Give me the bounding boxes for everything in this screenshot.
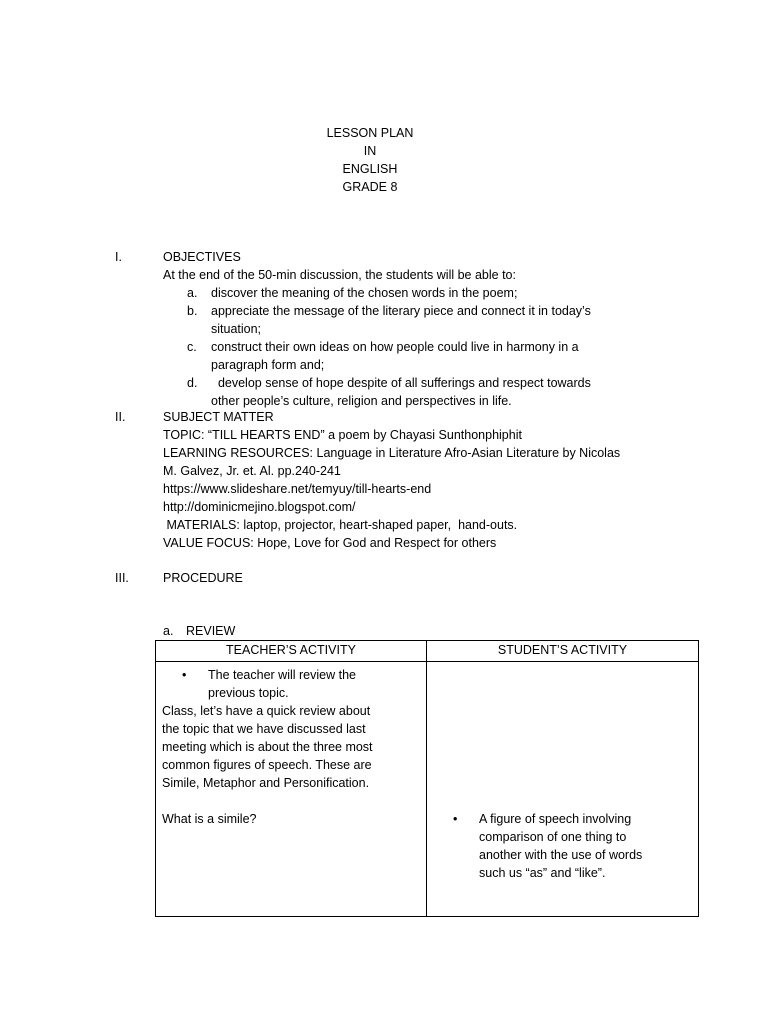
bullet-text: such us “as” and “like”. bbox=[479, 866, 606, 880]
bullet-text: A figure of speech involving bbox=[479, 812, 632, 826]
section-number: II. bbox=[115, 410, 126, 424]
list-item bbox=[433, 810, 692, 882]
table-row bbox=[156, 662, 699, 917]
objective-item bbox=[187, 338, 683, 374]
activity-table bbox=[155, 640, 699, 917]
item-letter: c. bbox=[187, 340, 197, 354]
materials-line: MATERIALS: laptop, projector, heart-shaped paper, hand-outs. bbox=[163, 518, 518, 532]
resource-url: https://www.slideshare.net/temyuy/till-hearts-end bbox=[163, 482, 432, 496]
section-heading: OBJECTIVES bbox=[163, 250, 241, 264]
bullet-text: another with the use of words bbox=[479, 848, 643, 862]
item-letter: a. bbox=[187, 286, 198, 300]
teacher-paragraph: Simile, Metaphor and Personification. bbox=[162, 776, 370, 790]
teacher-activity-cell bbox=[156, 662, 427, 917]
objectives-list bbox=[187, 284, 683, 410]
item-text: other people’s culture, religion and perspectives in life. bbox=[211, 394, 512, 408]
objective-item bbox=[187, 302, 683, 338]
teacher-paragraph: Class, let’s have a quick review about bbox=[162, 704, 371, 718]
teacher-paragraph: meeting which is about the three most bbox=[162, 740, 373, 754]
bullet-text: The teacher will review the bbox=[208, 668, 356, 682]
section-heading: PROCEDURE bbox=[163, 571, 243, 585]
review-subheading bbox=[163, 622, 235, 640]
bullet-icon: • bbox=[182, 668, 187, 682]
section-heading: SUBJECT MATTER bbox=[163, 410, 274, 424]
teacher-paragraph: common figures of speech. These are bbox=[162, 758, 372, 772]
bullet-icon: • bbox=[453, 812, 458, 826]
bullet-text: previous topic. bbox=[208, 686, 289, 700]
topic-line: TOPIC: “TILL HEARTS END” a poem by Chayasi Sunthonphiphit bbox=[163, 428, 522, 442]
student-activity-header: STUDENT’S ACTIVITY bbox=[427, 641, 699, 662]
item-letter: d. bbox=[187, 376, 198, 390]
objectives-intro: At the end of the 50-min discussion, the students will be able to: bbox=[163, 268, 516, 282]
student-activity-cell bbox=[427, 662, 699, 917]
value-focus-line: VALUE FOCUS: Hope, Love for God and Respect for others bbox=[163, 536, 497, 550]
item-text: situation; bbox=[211, 322, 262, 336]
item-text: paragraph form and; bbox=[211, 358, 325, 372]
title-line-3: ENGLISH bbox=[342, 162, 398, 176]
item-text: construct their own ideas on how people could live in harmony in a bbox=[211, 340, 579, 354]
blank-area bbox=[433, 666, 692, 810]
teacher-question: What is a simile? bbox=[162, 812, 257, 826]
teacher-activity-header: TEACHER’S ACTIVITY bbox=[156, 641, 427, 662]
item-text: discover the meaning of the chosen words in the poem; bbox=[211, 286, 518, 300]
item-letter: a. bbox=[163, 624, 174, 638]
objective-item bbox=[187, 284, 683, 302]
objective-item bbox=[187, 374, 683, 410]
list-item bbox=[162, 666, 420, 702]
resource-url: http://dominicmejino.blogspot.com/ bbox=[163, 500, 356, 514]
document-title bbox=[0, 124, 740, 196]
section-number: I. bbox=[115, 250, 122, 264]
review-label: REVIEW bbox=[186, 624, 236, 638]
title-line-1: LESSON PLAN bbox=[326, 126, 414, 140]
resources-line: LEARNING RESOURCES: Language in Literature Afro-Asian Literature by Nicolas bbox=[163, 446, 621, 460]
table-header-row bbox=[156, 641, 699, 662]
item-text: develop sense of hope despite of all sufferings and respect towards bbox=[211, 376, 591, 390]
bullet-text: comparison of one thing to bbox=[479, 830, 627, 844]
title-line-2: IN bbox=[363, 144, 377, 158]
title-line-4: GRADE 8 bbox=[342, 180, 398, 194]
teacher-paragraph: the topic that we have discussed last bbox=[162, 722, 366, 736]
item-letter: b. bbox=[187, 304, 198, 318]
item-text: appreciate the message of the literary piece and connect it in today’s bbox=[211, 304, 591, 318]
resources-line: M. Galvez, Jr. et. Al. pp.240-241 bbox=[163, 464, 341, 478]
section-number: III. bbox=[115, 571, 129, 585]
blank-line bbox=[162, 792, 420, 810]
